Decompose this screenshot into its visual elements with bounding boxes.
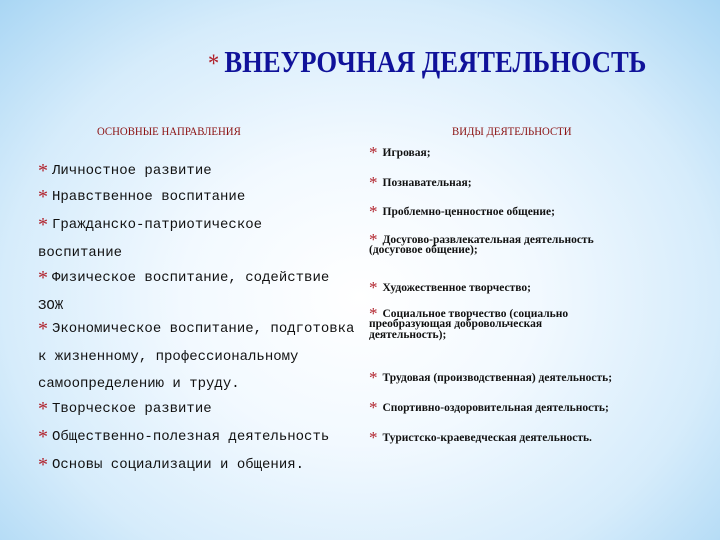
bullet-icon: * — [38, 160, 48, 182]
list-item-text: Проблемно-ценностное общение; — [382, 206, 555, 218]
list-item-text: воспитание — [38, 244, 123, 261]
list-item-text: Туристско-краеведческая деятельность. — [382, 432, 592, 444]
left-list-item-line — [38, 240, 122, 267]
bullet-icon: * — [38, 426, 48, 448]
list-item-text: деятельность); — [369, 329, 447, 341]
list-item-text: Досугово-развлекательная деятельность — [382, 234, 594, 246]
list-item-text: Нравственное воспитание — [52, 189, 246, 205]
left-list-item-line — [38, 316, 354, 343]
left-heading: ОСНОВНЫЕ НАПРАВЛЕНИЯ — [97, 124, 241, 138]
bullet-icon: * — [369, 202, 378, 221]
left-list-item-line — [38, 212, 262, 239]
list-item-text: Игровая; — [382, 147, 431, 159]
list-item-text: самоопределению и труду. — [38, 376, 240, 392]
list-item-text: к жизненному, профессиональному — [38, 348, 299, 365]
list-item-text: (досуговое общение); — [369, 244, 478, 256]
list-item-text: Физическое воспитание, содействие — [52, 270, 330, 286]
list-item-text: преобразующая добровольческая — [369, 318, 543, 330]
list-item-text: Познавательная; — [382, 177, 472, 189]
bullet-icon: * — [369, 428, 378, 447]
slide-title — [208, 44, 646, 80]
list-item-text: Спортивно-оздоровительная деятельность; — [382, 402, 609, 414]
right-list-item-line — [369, 368, 613, 387]
list-item-text: Трудовая (производственная) деятельность; — [382, 372, 613, 384]
bullet-icon: * — [369, 278, 378, 297]
left-list-item-line — [38, 424, 329, 451]
bullet-icon: * — [38, 398, 48, 420]
right-list-item-line — [369, 173, 472, 192]
bullet-icon: * — [369, 143, 378, 162]
list-item-text: Социальное творчество (социально — [382, 308, 569, 320]
left-list-item-line — [38, 184, 245, 211]
right-list-item-line — [369, 330, 446, 341]
bullet-icon: * — [38, 214, 48, 236]
right-list-item-line — [369, 278, 531, 297]
bullet-icon: * — [369, 304, 378, 323]
list-item-text: Экономическое воспитание, подготовка — [52, 321, 355, 337]
bullet-icon: * — [369, 230, 378, 249]
list-item-text: Основы социализации и общения. — [52, 457, 305, 473]
left-list-item-line — [38, 265, 329, 292]
list-item-text: Гражданско-патриотическое — [52, 217, 263, 233]
list-item-text: ЗОЖ — [38, 297, 64, 314]
right-list-item-line — [369, 398, 609, 417]
bullet-icon: * — [38, 318, 48, 340]
bullet-icon: * — [38, 186, 48, 208]
left-list-item-line — [38, 396, 212, 423]
left-list-item-line — [38, 452, 304, 479]
bullet-icon: * — [369, 368, 378, 387]
right-heading: ВИДЫ ДЕЯТЕЛЬНОСТИ — [452, 124, 572, 138]
right-list-item-line — [369, 143, 431, 162]
bullet-icon: * — [38, 454, 48, 476]
left-list-item-line — [38, 158, 212, 185]
bullet-icon: * — [208, 49, 220, 78]
right-list-item-line — [369, 428, 592, 447]
right-list-item-line — [369, 245, 478, 256]
list-item-text: Личностное развитие — [52, 163, 212, 179]
left-list-item-line — [38, 344, 298, 371]
bullet-icon: * — [369, 398, 378, 417]
bullet-icon: * — [369, 173, 378, 192]
title-text: ВНЕУРОЧНАЯ ДЕЯТЕЛЬНОСТЬ — [224, 44, 647, 79]
list-item-text: Художественное творчество; — [382, 282, 531, 294]
right-list-item-line — [369, 202, 555, 221]
bullet-icon: * — [38, 267, 48, 289]
list-item-text: Творческое развитие — [52, 401, 212, 417]
list-item-text: Общественно-полезная деятельность — [52, 429, 330, 445]
left-list-item-line — [38, 371, 240, 398]
